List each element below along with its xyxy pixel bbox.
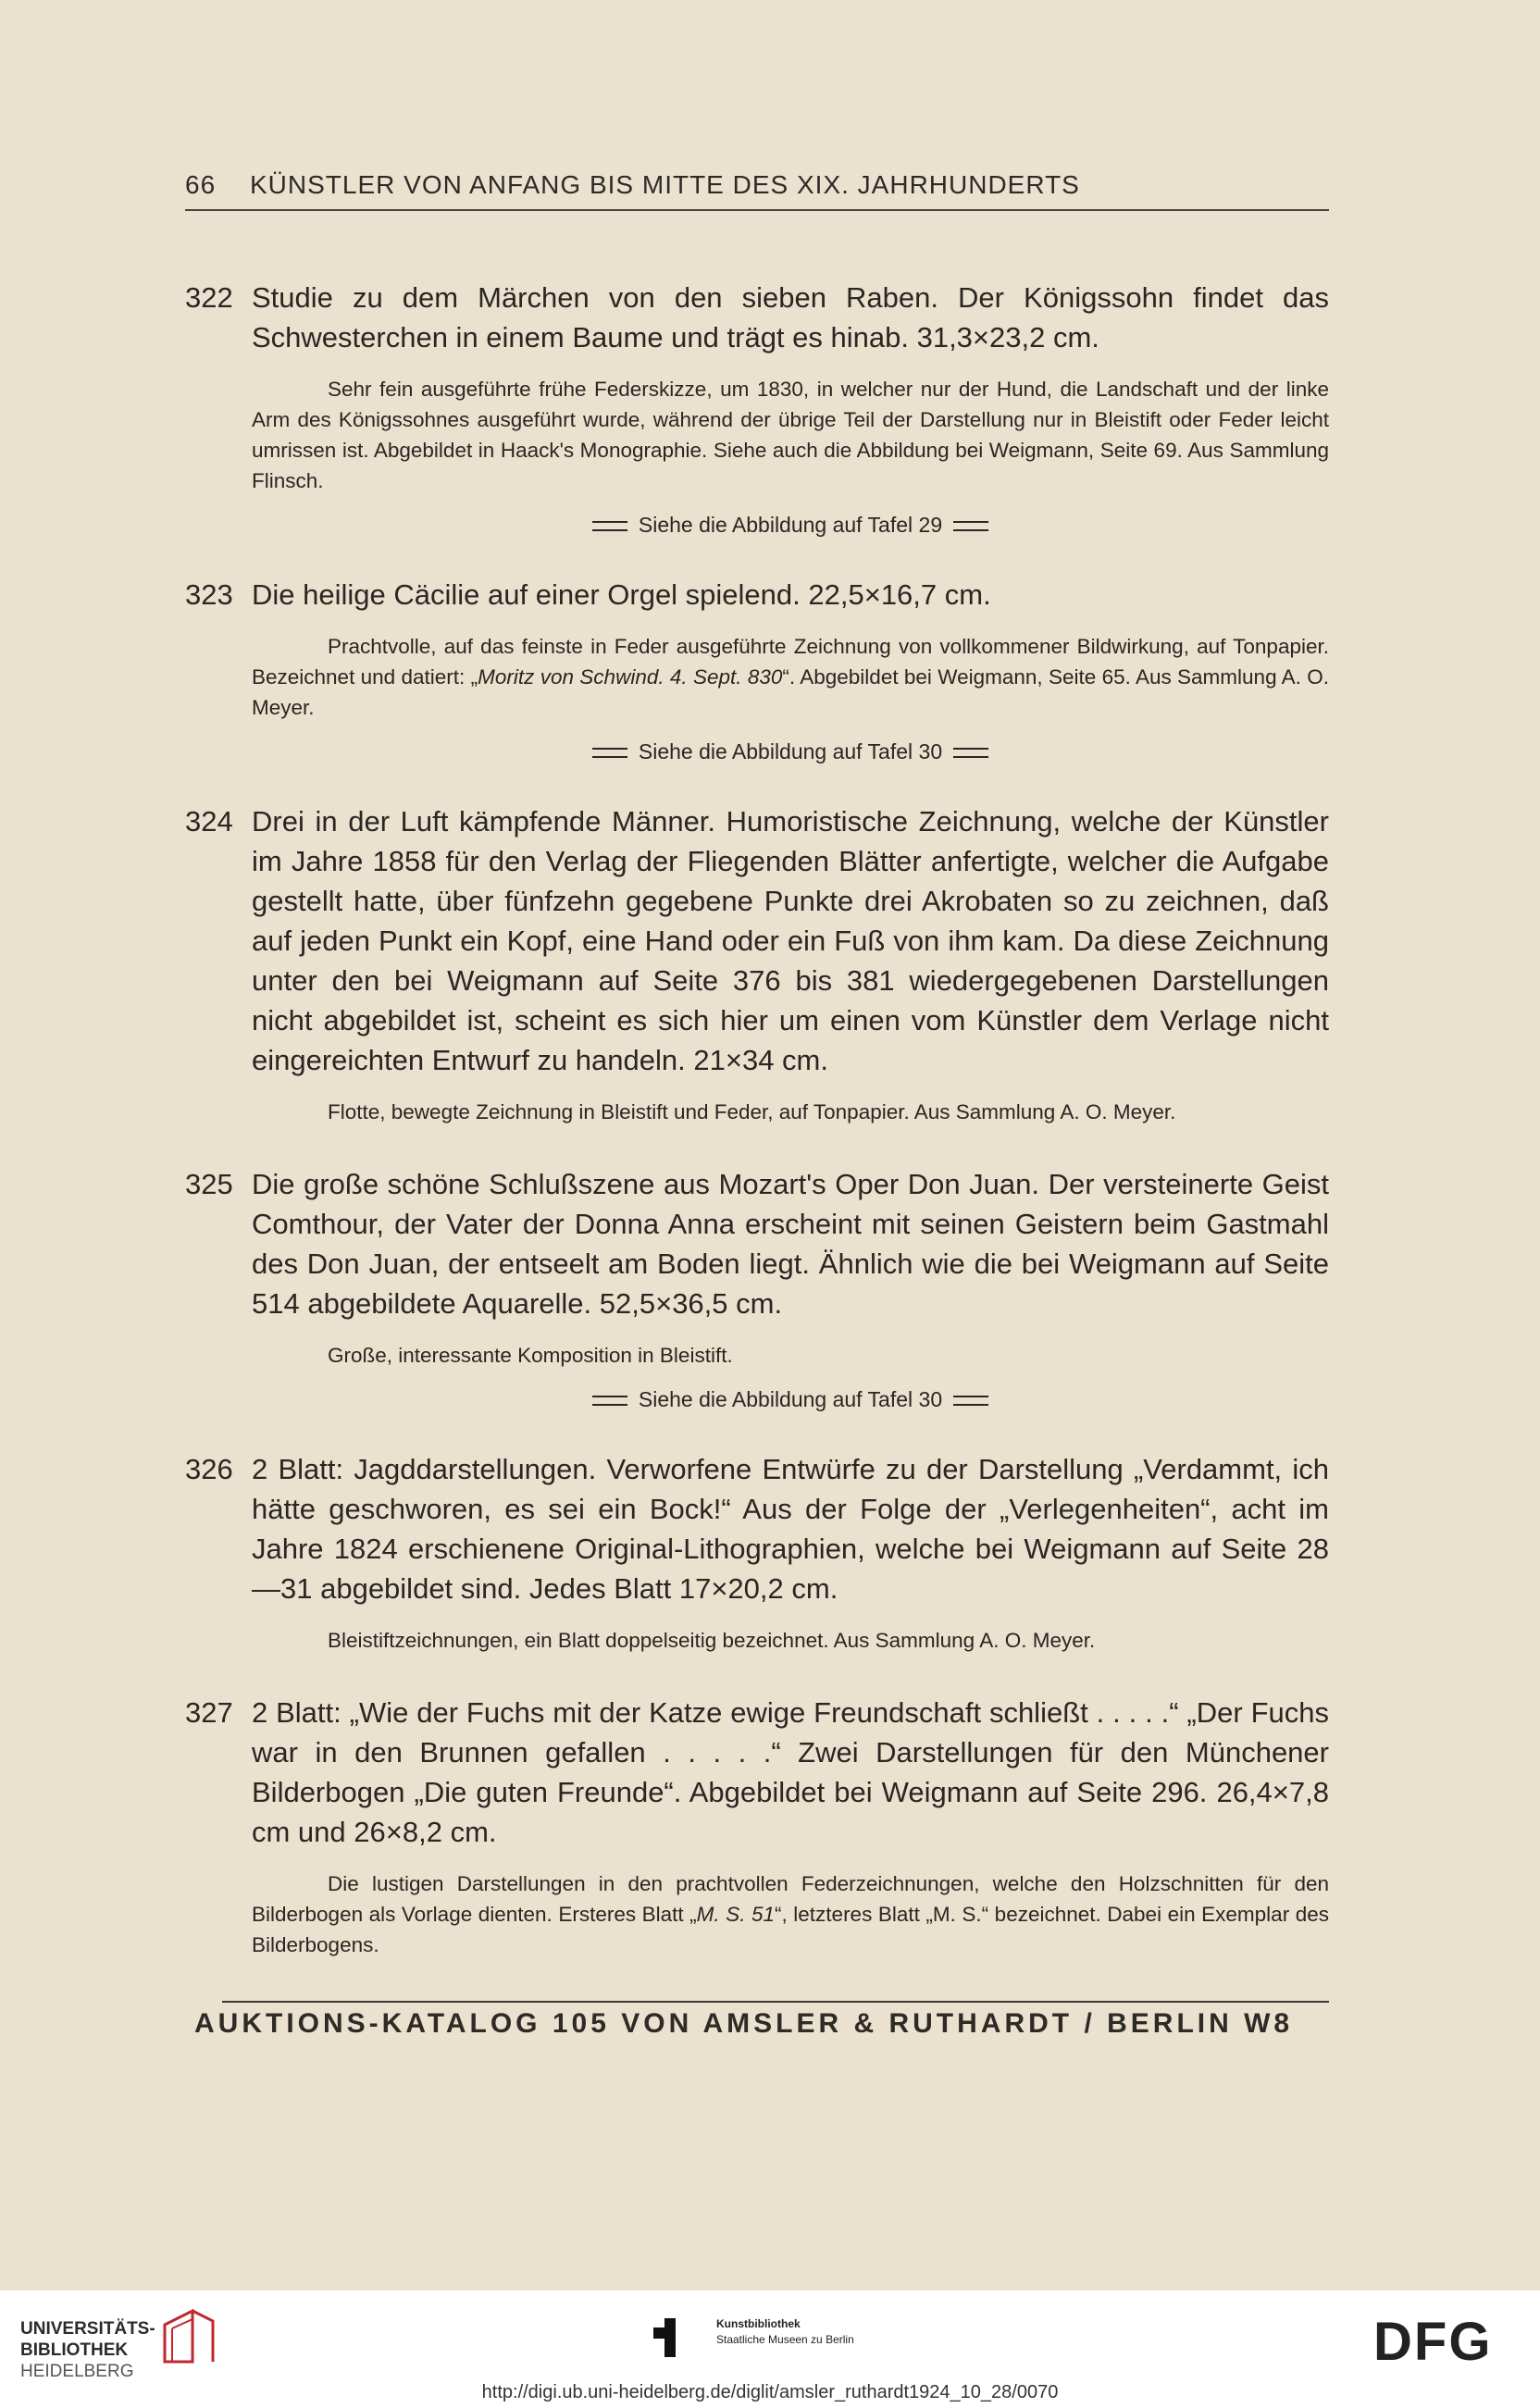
note-signature: Moritz von Schwind. 4. Sept. 830: [478, 665, 783, 689]
note-part: Die lustigen Darstellungen in den prachtvollen Federzeichnungen, welche den Holzschnitten für den Bilderbogen als Vorlage dienten. Ersteres Blatt „: [252, 1872, 1329, 1926]
running-title: KÜNSTLER VON ANFANG BIS MITTE DES XIX. JAHRHUNDERTS: [250, 170, 1080, 199]
double-rule-left: [592, 1396, 627, 1406]
note-part: Prachtvolle, auf das feinste in Feder ausgeführte Zeichnung von vollkommener Bildwirkung, auf Tonpapier. Bezeichnet und datiert: „: [252, 635, 1329, 689]
plate-text: Siehe die Abbildung auf Tafel 30: [638, 1387, 943, 1411]
kunstbibliothek-logo-icon: [653, 2318, 676, 2357]
catalog-entry: [185, 1693, 1329, 1960]
entry-note: Sehr fein ausgeführte frühe Federskizze, um 1830, in welcher nur der Hund, die Landschaft und der linke Arm des Königssohnes ausgeführt wurde, während der übrige Teil der Darstellung nur in Bleistift oder Feder leicht umrissen ist. Abgebildet in Haack's Monographie. Siehe auch die Abbildung bei Weigmann, Seite 69. Aus Sammlung Flinsch.: [252, 378, 1329, 492]
entry-title: Drei in der Luft kämpfende Männer. Humoristische Zeichnung, welche der Künstler im Jahre 1858 für den Verlag der Fliegenden Blätter anfertigte, welcher die Aufgabe gestellt hatte, über fünfzehn gegebene Punkte drei Akrobaten so zu zeichnen, daß auf jeden Punkt ein Kopf, eine Hand oder ein Fuß von ihm kam. Da diese Zeichnung unter den bei Weigmann auf Seite 376 bis 381 wiedergegebenen Darstellungen nicht abgebildet ist, scheint es sich hier um einen vom Künstler dem Verlage nicht eingereichten Entwurf zu handeln. 21×34 cm.: [252, 805, 1329, 1076]
plate-reference: [252, 513, 1329, 538]
entry-number: 324: [185, 805, 233, 838]
catalog-entry: [185, 575, 1329, 764]
entry-title: Die heilige Cäcilie auf einer Orgel spielend. 22,5×16,7 cm.: [252, 578, 991, 611]
note-signature: M. S. 51: [696, 1903, 776, 1926]
kb-line: Staatliche Museen zu Berlin: [716, 2333, 854, 2346]
entry-title: 2 Blatt: „Wie der Fuchs mit der Katze ewige Freundschaft schließt . . . . .“ „Der Fuchs war in den Brunnen gefallen . . . . .“ Zwei Darstellungen für den Münchener Bilderbogen „Die guten Freunde“. Abgebildet bei Weigmann auf Seite 296. 26,4×7,8 cm und 26×8,2 cm.: [252, 1696, 1329, 1848]
ub-line: BIBLIOTHEK: [20, 2340, 129, 2360]
entry-title: Studie zu dem Märchen von den sieben Raben. Der Königssohn findet das Schwesterchen in einem Baume und trägt es hinab. 31,3×23,2 cm.: [252, 281, 1329, 354]
entry-number: 327: [185, 1696, 233, 1729]
ub-line: UNIVERSITÄTS-: [20, 2319, 155, 2339]
catalog-entry: [185, 801, 1329, 1127]
entry-number: 322: [185, 281, 233, 314]
catalog-entry: [185, 1449, 1329, 1656]
double-rule-left: [592, 521, 627, 531]
double-rule-right: [953, 521, 988, 531]
entry-number: 323: [185, 578, 233, 611]
note-part: “. Abgebildet bei Weigmann, Seite 65. Aus Sammlung A. O. Meyer.: [252, 665, 1330, 719]
plate-reference: [252, 739, 1329, 764]
entry-title: 2 Blatt: Jagddarstellungen. Verworfene Entwürfe zu der Darstellung „Verdammt, ich hätte geschworen, es sei ein Bock!“ Aus der Folge der „Verlegenheiten“, acht im Jahre 1824 erschienene Original-Lithographien, welche bei Weigmann auf Seite 28—31 abgebildet sind. Jedes Blatt 17×20,2 cm.: [252, 1453, 1329, 1605]
ub-heidelberg-label: [20, 2318, 178, 2382]
plate-reference: [252, 1387, 1329, 1412]
plate-text: Siehe die Abbildung auf Tafel 29: [638, 513, 943, 537]
footer-rule: [222, 2001, 1329, 2003]
entry-note: Flotte, bewegte Zeichnung in Bleistift und Feder, auf Tonpapier. Aus Sammlung A. O. Meyer.: [328, 1100, 1176, 1123]
entry-note: [252, 1868, 1329, 1960]
double-rule-left: [592, 748, 627, 758]
ub-line: HEIDELBERG: [20, 2362, 134, 2381]
double-rule-right: [953, 748, 988, 758]
double-rule-right: [953, 1396, 988, 1406]
page-footer: AUKTIONS-KATALOG 105 VON AMSLER & RUTHARDT / BERLIN W8: [194, 2008, 1294, 2039]
entry-note: [252, 631, 1329, 723]
catalog-entries: [185, 278, 1329, 1997]
entry-note: Große, interessante Komposition in Bleistift.: [328, 1344, 733, 1367]
catalog-entry: [185, 278, 1329, 538]
dfg-logo-icon: [1373, 2314, 1521, 2369]
source-url[interactable]: http://digi.ub.uni-heidelberg.de/diglit/amsler_ruthardt1924_10_28/0070: [481, 2382, 1059, 2402]
entry-number: 326: [185, 1453, 233, 1485]
header-rule: [185, 209, 1329, 211]
entry-title: Die große schöne Schlußszene aus Mozart's Oper Don Juan. Der versteinerte Geist Comthour, der Vater der Donna Anna erscheint mit seinen Geistern beim Gastmahl des Don Juan, der entseelt am Boden liegt. Ähnlich wie die bei Weigmann auf Seite 514 abgebildete Aquarelle. 52,5×36,5 cm.: [252, 1168, 1329, 1320]
entry-note: Bleistiftzeichnungen, ein Blatt doppelseitig bezeichnet. Aus Sammlung A. O. Meyer.: [328, 1629, 1096, 1652]
catalog-entry: [185, 1164, 1329, 1412]
plate-text: Siehe die Abbildung auf Tafel 30: [638, 739, 943, 763]
kb-line: Kunstbibliothek: [716, 2317, 801, 2330]
entry-number: 325: [185, 1168, 233, 1200]
note-part: “, letzteres Blatt „M. S.“ bezeichnet. Dabei ein Exemplar des Bilderbogens.: [252, 1903, 1329, 1956]
page-header: [185, 170, 1329, 200]
dfg-text: DFG: [1373, 2314, 1493, 2369]
ub-heidelberg-logo-icon: [155, 2306, 239, 2371]
page-number: 66: [185, 170, 217, 199]
